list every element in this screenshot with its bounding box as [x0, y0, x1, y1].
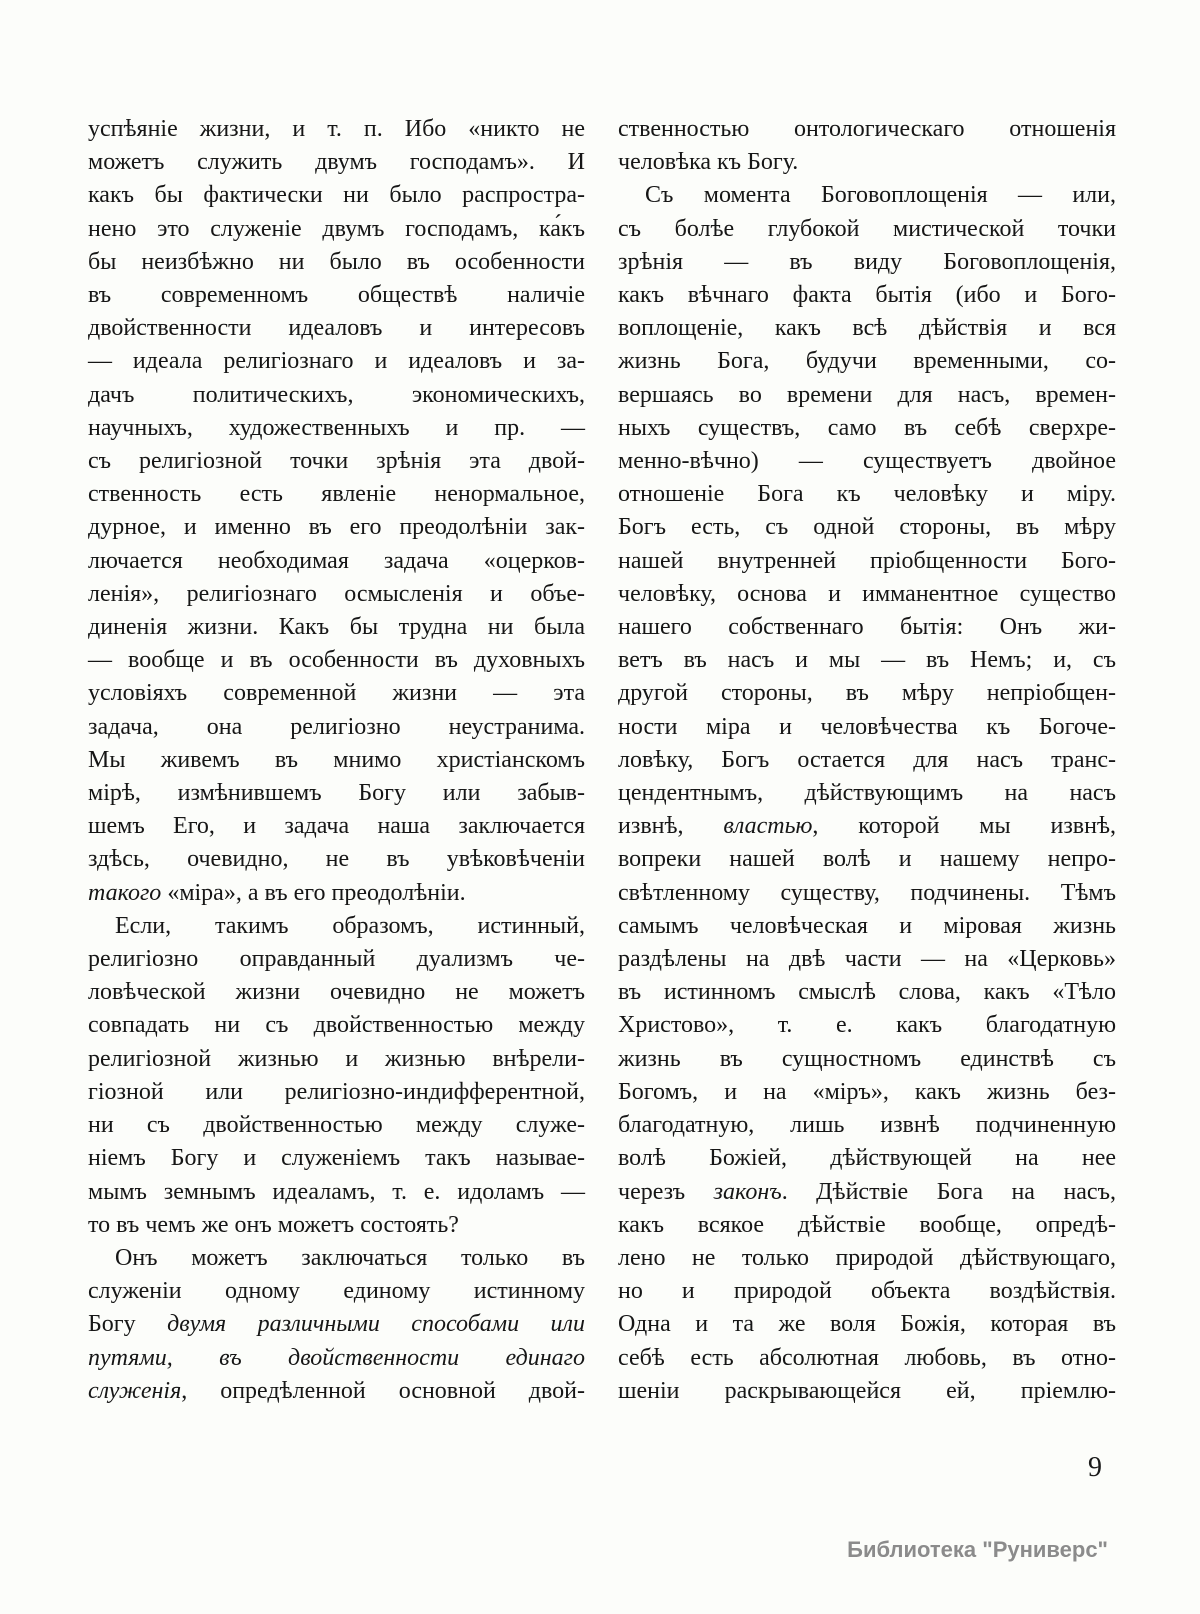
text-line: можетъ служить двумъ господамъ». И	[88, 149, 585, 176]
text-line: путями, въ двойственности единаго	[88, 1344, 585, 1371]
text-line: нено это служеніе двумъ господамъ, ка́къ	[88, 215, 585, 242]
text-line: человѣку, основа и имманентное существо	[618, 580, 1116, 607]
text-line: ности міра и человѣчества къ Богоче-	[618, 713, 1116, 740]
text-line: условіяхъ современной жизни — эта	[88, 680, 585, 707]
text-line: ственностью онтологическаго отношенія	[618, 116, 1116, 142]
text-line: нашей внутренней пріобщенности Бого-	[618, 547, 1116, 574]
text-line: религіозно оправданный дуализмъ че-	[88, 946, 585, 973]
text-line: ловѣку, Богъ остается для насъ транс-	[618, 746, 1116, 773]
text-line: служеніи одному единому истинному	[88, 1278, 585, 1305]
text-line: лючается необходимая задача «оцерков-	[88, 547, 585, 574]
text-line: служенія, опредѣленной основной двой-	[88, 1377, 585, 1404]
text-line: мірѣ, измѣнившемъ Богу или забыв-	[88, 780, 585, 807]
text-line: Одна и та же воля Божія, которая въ	[618, 1311, 1116, 1338]
text-line: Богомъ, и на «міръ», какъ жизнь без-	[618, 1078, 1116, 1105]
text-line: религіозной жизнью и жизнью внѣрели-	[88, 1045, 585, 1072]
text-line: задача, она религіозно неустранима.	[88, 713, 585, 740]
text-line: Христово», т. е. какъ благодатную	[618, 1012, 1116, 1039]
text-line: въ истинномъ смыслѣ слова, какъ «Тѣло	[618, 979, 1116, 1006]
text-line: диненія жизни. Какъ бы трудна ни была	[88, 614, 585, 641]
text-line: ловѣческой жизни очевидно не можетъ	[88, 979, 585, 1006]
text-line: волѣ Божіей, дѣйствующей на нее	[618, 1145, 1116, 1172]
page-number: 9	[1088, 1452, 1102, 1483]
text-line: жизнь Бога, будучи временными, со-	[618, 348, 1116, 375]
text-line: ныхъ существъ, само въ себѣ сверхре-	[618, 414, 1116, 441]
text-line: себѣ есть абсолютная любовь, въ отно-	[618, 1344, 1116, 1371]
text-line: шеніи раскрывающейся ей, пріемлю-	[618, 1377, 1116, 1404]
text-line: Онъ можетъ заключаться только въ	[115, 1244, 585, 1271]
text-line: ни съ двойственностью между служе-	[88, 1112, 585, 1139]
text-line: — вообще и въ особенности въ духовныхъ	[88, 647, 585, 674]
text-line: совпадать ни съ двойственностью между	[88, 1012, 585, 1039]
text-column-right	[618, 113, 1116, 1408]
text-line: Если, такимъ образомъ, истинный,	[115, 912, 585, 939]
text-line: съ болѣе глубокой мистической точки	[618, 215, 1116, 242]
text-line: съ религіозной точки зрѣнія эта двой-	[88, 448, 585, 475]
text-line: научныхъ, художественныхъ и пр. —	[88, 414, 585, 441]
text-line: такого «міра», а въ его преодолѣніи.	[88, 879, 466, 906]
text-line: — идеала религіознаго и идеаловъ и за-	[88, 348, 585, 375]
text-line: черезъ законъ. Дѣйствіе Бога на насъ,	[618, 1178, 1116, 1205]
text-line: отношеніе Бога къ человѣку и міру.	[618, 481, 1116, 508]
text-line: мымъ земнымъ идеаламъ, т. е. идоламъ —	[88, 1178, 585, 1205]
text-line: какъ бы фактически ни было распростра-	[88, 182, 585, 209]
text-line: цендентнымъ, дѣйствующимъ на насъ	[618, 780, 1116, 807]
text-line: то въ чемъ же онъ можетъ состоять?	[88, 1211, 459, 1238]
text-line: шемъ Его, и задача наша заключается	[88, 813, 585, 840]
text-line: другой стороны, въ мѣру непріобщен-	[618, 680, 1116, 707]
text-line: успѣяніе жизни, и т. п. Ибо «никто не	[88, 116, 585, 142]
text-line: въ современномъ обществѣ наличіе	[88, 282, 585, 309]
text-line: благодатную, лишь извнѣ подчиненную	[618, 1112, 1116, 1139]
text-line: двойственности идеаловъ и интересовъ	[88, 315, 585, 342]
text-line: самымъ человѣческая и міровая жизнь	[618, 912, 1116, 939]
text-line: ленія», религіознаго осмысленія и объе-	[88, 580, 585, 607]
text-line: какъ вѣчнаго факта бытія (ибо и Бого-	[618, 282, 1116, 309]
text-line: жизнь въ сущностномъ единствѣ съ	[618, 1045, 1116, 1072]
text-line: человѣка къ Богу.	[618, 149, 799, 176]
library-watermark: Библиотека "Руниверс"	[847, 1537, 1108, 1562]
text-line: раздѣлены на двѣ части — на «Церковь»	[618, 946, 1116, 973]
text-line: воплощеніе, какъ всѣ дѣйствія и вся	[618, 315, 1116, 342]
text-line: дачъ политическихъ, экономическихъ,	[88, 381, 585, 408]
text-line: вершаясь во времени для насъ, времен-	[618, 381, 1116, 408]
text-column-left	[88, 113, 585, 1408]
text-line: Съ момента Боговоплощенія — или,	[645, 182, 1116, 209]
text-line: ніемъ Богу и служеніемъ такъ называе-	[88, 1145, 585, 1172]
text-line: Богъ есть, съ одной стороны, въ мѣру	[618, 514, 1116, 541]
text-line: дурное, и именно въ его преодолѣніи зак-	[88, 514, 585, 541]
text-line: бы неизбѣжно ни было въ особенности	[88, 248, 585, 275]
text-line: зрѣнія — въ виду Боговоплощенія,	[618, 248, 1116, 275]
text-line: ветъ въ насъ и мы — въ Немъ; и, съ	[618, 647, 1116, 674]
text-line: вопреки нашей волѣ и нашему непро-	[618, 846, 1116, 873]
text-line: гіозной или религіозно-индифферентной,	[88, 1078, 585, 1105]
text-line: какъ всякое дѣйствіе вообще, опредѣ-	[618, 1211, 1116, 1238]
text-line: Богу двумя различными способами или	[88, 1311, 586, 1338]
text-line: Мы живемъ въ мнимо христіанскомъ	[88, 746, 585, 773]
text-line: ственность есть явленіе ненормальное,	[88, 481, 585, 508]
text-line: лено не только природой дѣйствующаго,	[618, 1244, 1116, 1271]
text-line: свѣтленному существу, подчинены. Тѣмъ	[618, 879, 1116, 906]
text-line: нашего собственнаго бытія: Онъ жи-	[618, 614, 1116, 641]
text-line: извнѣ, властью, которой мы извнѣ,	[618, 813, 1117, 840]
text-line: здѣсь, очевидно, не въ увѣковѣченіи	[88, 846, 585, 873]
text-line: менно-вѣчно) — существуетъ двойное	[618, 448, 1116, 475]
text-line: но и природой объекта воздѣйствія.	[618, 1278, 1116, 1305]
